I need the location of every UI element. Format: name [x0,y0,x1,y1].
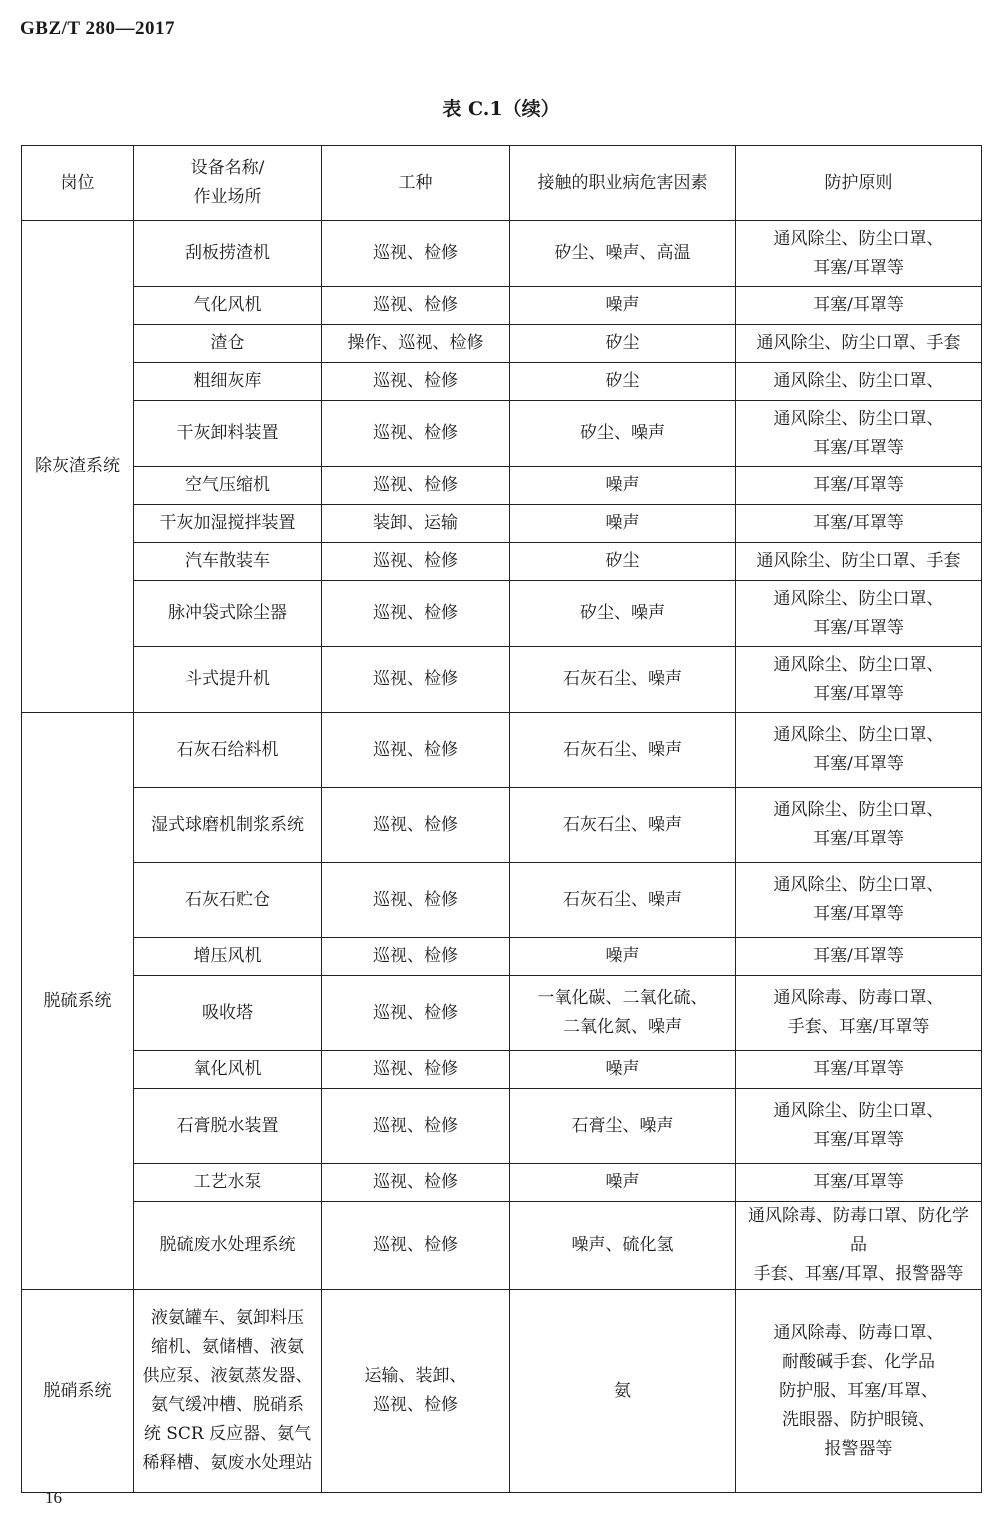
header-hazard-factors: 接触的职业病危害因素 [510,146,736,221]
table-row [22,713,982,788]
protection-cell: 通风除尘、防尘口罩、 耳塞/耳罩等 [736,221,982,287]
work-type-cell: 巡视、检修 [322,863,510,938]
protection-cell: 耳塞/耳罩等 [736,467,982,505]
hazard-cell: 噪声 [510,287,736,325]
table-row [22,863,982,938]
equipment-cell: 斗式提升机 [134,647,322,713]
table-caption: 表 C.1（续） [442,98,560,120]
protection-cell: 耳塞/耳罩等 [736,505,982,543]
hazard-cell: 石灰石尘、噪声 [510,863,736,938]
equipment-cell: 干灰加湿搅拌装置 [134,505,322,543]
table-body [22,221,982,1493]
protection-cell: 通风除毒、防毒口罩、防化学品 手套、耳塞/耳罩、报警器等 [736,1202,982,1290]
table-row [22,467,982,505]
work-type-cell: 巡视、检修 [322,543,510,581]
table-header-row [22,146,982,221]
protection-cell: 耳塞/耳罩等 [736,1164,982,1202]
table-row [22,647,982,713]
post-cell: 脱硝系统 [22,1290,134,1493]
hazard-cell: 矽尘 [510,543,736,581]
hazard-cell: 噪声、硫化氢 [510,1202,736,1290]
header-post: 岗位 [22,146,134,221]
table-row [22,505,982,543]
work-type-cell: 装卸、运输 [322,505,510,543]
table-row [22,221,982,287]
table-row [22,1051,982,1089]
protection-cell: 通风除尘、防尘口罩、 耳塞/耳罩等 [736,1089,982,1164]
equipment-cell: 石灰石给料机 [134,713,322,788]
table-row [22,325,982,363]
hazard-cell: 矽尘、噪声 [510,401,736,467]
work-type-cell: 操作、巡视、检修 [322,325,510,363]
work-type-cell: 巡视、检修 [322,788,510,863]
protection-cell: 通风除尘、防尘口罩、手套 [736,325,982,363]
protection-cell: 通风除尘、防尘口罩、 耳塞/耳罩等 [736,788,982,863]
table-row [22,1164,982,1202]
protection-cell: 通风除毒、防毒口罩、 耐酸碱手套、化学品 防护服、耳塞/耳罩、 洗眼器、防护眼镜、 报警器等 [736,1290,982,1493]
hazard-cell: 噪声 [510,1051,736,1089]
table-row [22,1290,982,1493]
protection-cell: 耳塞/耳罩等 [736,1051,982,1089]
equipment-cell: 氧化风机 [134,1051,322,1089]
hazard-cell: 噪声 [510,505,736,543]
hazard-cell: 石灰石尘、噪声 [510,788,736,863]
protection-cell: 通风除尘、防尘口罩、手套 [736,543,982,581]
table-row [22,581,982,647]
equipment-cell: 气化风机 [134,287,322,325]
hazard-cell: 氨 [510,1290,736,1493]
page-number: 16 [45,1488,62,1507]
protection-cell: 通风除尘、防尘口罩、 耳塞/耳罩等 [736,581,982,647]
hazard-cell: 矽尘 [510,363,736,401]
equipment-cell: 渣仓 [134,325,322,363]
hazard-cell: 矽尘 [510,325,736,363]
equipment-cell: 湿式球磨机制浆系统 [134,788,322,863]
hazard-cell: 一氧化碳、二氧化硫、 二氧化氮、噪声 [510,976,736,1051]
work-type-cell: 巡视、检修 [322,363,510,401]
hazard-cell: 石灰石尘、噪声 [510,647,736,713]
hazard-cell: 噪声 [510,1164,736,1202]
equipment-cell: 石膏脱水装置 [134,1089,322,1164]
table-row [22,788,982,863]
table-row [22,543,982,581]
hazard-cell: 矽尘、噪声 [510,581,736,647]
equipment-cell: 工艺水泵 [134,1164,322,1202]
header-work-type: 工种 [322,146,510,221]
hazard-cell: 石灰石尘、噪声 [510,713,736,788]
work-type-cell: 巡视、检修 [322,1089,510,1164]
table-row [22,1089,982,1164]
post-cell: 除灰渣系统 [22,221,134,713]
work-type-cell: 巡视、检修 [322,1202,510,1290]
table-row [22,1202,982,1290]
protection-cell: 通风除尘、防尘口罩、 耳塞/耳罩等 [736,647,982,713]
protection-cell: 通风除毒、防毒口罩、 手套、耳塞/耳罩等 [736,976,982,1051]
equipment-cell: 空气压缩机 [134,467,322,505]
work-type-cell: 巡视、检修 [322,938,510,976]
protection-cell: 通风除尘、防尘口罩、 耳塞/耳罩等 [736,713,982,788]
work-type-cell: 巡视、检修 [322,1164,510,1202]
equipment-cell: 吸收塔 [134,976,322,1051]
header-equipment: 设备名称/ 作业场所 [134,146,322,221]
table-row [22,938,982,976]
hazard-cell: 矽尘、噪声、高温 [510,221,736,287]
post-cell: 脱硫系统 [22,713,134,1290]
equipment-cell: 脱硫废水处理系统 [134,1202,322,1290]
work-type-cell: 巡视、检修 [322,1051,510,1089]
protection-cell: 通风除尘、防尘口罩、 耳塞/耳罩等 [736,863,982,938]
protection-cell: 耳塞/耳罩等 [736,938,982,976]
work-type-cell: 巡视、检修 [322,401,510,467]
table-row [22,363,982,401]
equipment-cell: 脉冲袋式除尘器 [134,581,322,647]
table-row [22,287,982,325]
hazard-cell: 噪声 [510,938,736,976]
work-type-cell: 巡视、检修 [322,647,510,713]
table-row [22,976,982,1051]
equipment-cell: 石灰石贮仓 [134,863,322,938]
protection-cell: 通风除尘、防尘口罩、 [736,363,982,401]
protection-cell: 耳塞/耳罩等 [736,287,982,325]
hazard-cell: 石膏尘、噪声 [510,1089,736,1164]
hazard-table [21,145,982,1493]
table-row [22,401,982,467]
equipment-cell: 粗细灰库 [134,363,322,401]
protection-cell: 通风除尘、防尘口罩、 耳塞/耳罩等 [736,401,982,467]
work-type-cell: 巡视、检修 [322,467,510,505]
work-type-cell: 运输、装卸、 巡视、检修 [322,1290,510,1493]
hazard-cell: 噪声 [510,467,736,505]
work-type-cell: 巡视、检修 [322,287,510,325]
document-code: GBZ/T 280—2017 [20,18,175,39]
equipment-cell: 干灰卸料装置 [134,401,322,467]
work-type-cell: 巡视、检修 [322,221,510,287]
equipment-cell: 汽车散装车 [134,543,322,581]
equipment-cell: 增压风机 [134,938,322,976]
work-type-cell: 巡视、检修 [322,976,510,1051]
equipment-cell: 刮板捞渣机 [134,221,322,287]
work-type-cell: 巡视、检修 [322,713,510,788]
equipment-cell: 液氨罐车、氨卸料压 缩机、氨储槽、液氨 供应泵、液氨蒸发器、 氨气缓冲槽、脱硝系 统 SCR 反应器、氨气 稀释槽、氨废水处理站 [134,1290,322,1493]
work-type-cell: 巡视、检修 [322,581,510,647]
header-protection: 防护原则 [736,146,982,221]
